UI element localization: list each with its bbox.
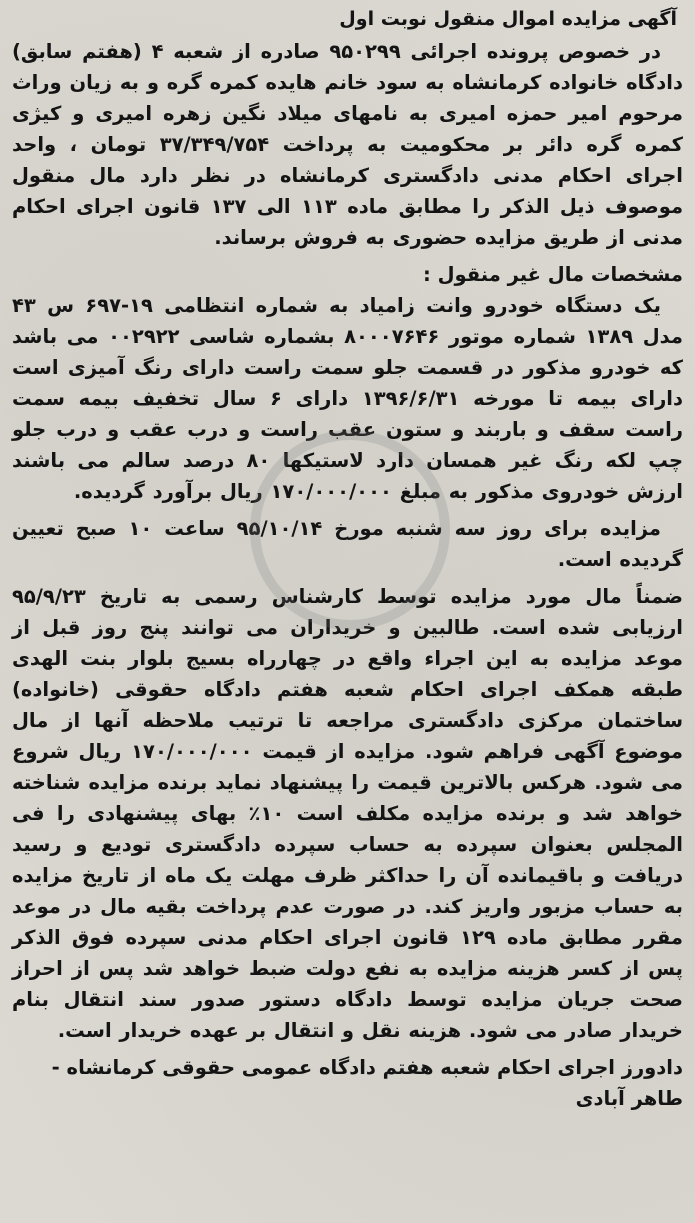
notice-intro-paragraph: در خصوص پرونده اجرائی ۹۵۰۲۹۹ صادره از شعبه ۴ (هفتم سابق) دادگاه خانواده کرمانشاه به سود خانم هایده کمره گره و به زیان وراث مرحوم امیر حمزه امیری به نامهای میلاد نگین زهره امیری و کیژی کمره گره دائر بر محکومیت به پرداخت ۳۷/۳۴۹/۷۵۴ تومان ، واحد اجرای احکام مدنی دادگستری کرمانشاه در نظر دارد مال منقول موصوف ذیل الذکر را مطابق ماده ۱۱۳ الی ۱۳۷ قانون اجرای احکام مدنی از طریق مزایده حضوری به فروش برساند. xyxy=(12,40,684,249)
notice-title: آگهی مزایده اموال منقول نوبت اول xyxy=(339,8,677,30)
auction-date-paragraph: مزایده برای روز سه شنبه مورخ ۹۵/۱۰/۱۴ ساعت ۱۰ صبح تعیین گردیده است. xyxy=(12,517,683,571)
specs-heading: مشخصات مال غیر منقول : xyxy=(423,263,683,286)
auction-terms-paragraph: ضمناً مال مورد مزایده توسط کارشناس رسمی به تاریخ ۹۵/۹/۲۳ ارزیابی شده است. طالبین و خریداران می توانند پنج روز قبل از موعد مزایده به این اجراء واقع در چهارراه بسیج بلوار بنت الهدی طبقه همکف اجرای احکام شعبه هفتم دادگاه حقوقی (خانواده) ساختمان مرکزی دادگستری مراجعه تا ترتیب ملاحظه آنها از مال موضوع آگهی فراهم شود. مزایده از قیمت ۱۷۰/۰۰۰/۰۰۰ ریال شروع می شود. هرکس بالاترین قیمت را پیشنهاد نماید برنده مزایده شناخته خواهد شد و برنده مزایده مکلف است ۱۰٪ بهای پیشنهادی را فی المجلس بعنوان سپرده به حساب سپرده دادگستری تودیع و رسید دریافت و باقیمانده آن را حداکثر ظرف مهلت یک ماه از تاریخ مزایده به حساب مزبور واریز کند. در صورت عدم پرداخت بقیه مال در موعد مقرر مطابق ماده ۱۲۹ قانون اجرای احکام مدنی سپرده فوق الذکر پس از کسر هزینه مزایده به نفع دولت ضبط خواهد شد پس از احراز صحت جریان مزایده توسط دادگاه دستور صدور سند انتقال بنام خریدار صادر می شود. هزینه نقل و انتقال بر عهده خریدار است. xyxy=(12,585,683,1042)
vehicle-specs-paragraph: یک دستگاه خودرو وانت زامیاد به شماره انتظامی ۱۹-۶۹۷ س ۴۳ مدل ۱۳۸۹ شماره موتور ۸۰۰۰۷۶۴۶ بشماره شاسی ۰۰۲۹۲۲ می باشد که خودرو مذکور در قسمت جلو سمت راست دارای رنگ آمیزی است دارای بیمه تا مورخه ۱۳۹۶/۶/۳۱ دارای ۶ سال تخفیف بیمه سمت راست سقف و باربند و ستون عقب راست و درب عقب و درب جلو چپ لکه رنگ غیر همسان دارد لاستیکها ۸۰ درصد سالم می باشند ارزش خودروی مذکور به مبلغ ۱۷۰/۰۰۰/۰۰۰ ریال برآورد گردیده. xyxy=(12,294,684,503)
signature-line: دادورز اجرای احکام شعبه هفتم دادگاه عمومی حقوقی کرمانشاه - طاهر آبادی xyxy=(51,1056,683,1110)
